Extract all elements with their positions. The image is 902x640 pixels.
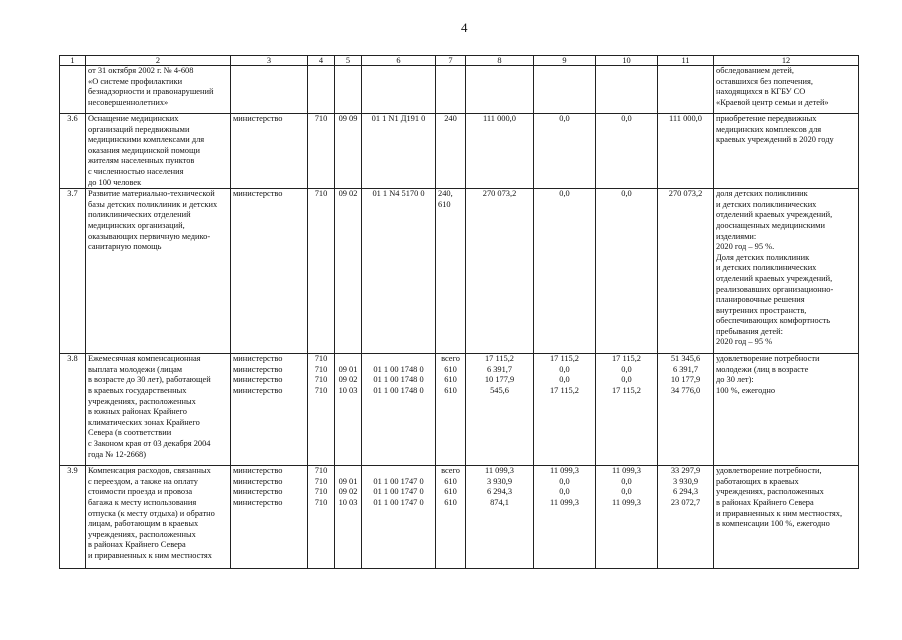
column-number-row bbox=[60, 56, 859, 66]
col-header: 4 bbox=[308, 56, 335, 66]
amount-year-3: 0,0 bbox=[596, 114, 658, 189]
col-header: 3 bbox=[231, 56, 308, 66]
measure-name: Компенсация расходов, связанных с переездом, а также на оплату стоимости проезда и провоза багажа к месту использования отпуска (к месту отдыха) и обратно лицам, работающим в краевых учреждениях, расположенных в районах Крайнего Севера и приравненных к ним местностях bbox=[86, 466, 231, 569]
measure-name: Оснащение медицинских организаций передвижными медицинскими комплексами для оказания медицинской помощи жителям населенных пунктов с численностью населения до 100 человек bbox=[86, 114, 231, 189]
amount-year-1: 11 099,3 3 930,9 6 294,3 874,1 bbox=[466, 466, 534, 569]
amount-total: 51 345,6 6 391,7 10 177,9 34 776,0 bbox=[658, 354, 714, 466]
row-number: 3.7 bbox=[60, 189, 86, 354]
grbs-code: 710 bbox=[308, 114, 335, 189]
amount-total: 33 297,9 3 930,9 6 294,3 23 072,7 bbox=[658, 466, 714, 569]
csr-code: 01 1 00 1747 0 01 1 00 1747 0 01 1 00 1747 0 bbox=[362, 466, 436, 569]
amount-year-3: 17 115,2 0,0 0,0 17 115,2 bbox=[596, 354, 658, 466]
executor: министерство министерство министерство министерство bbox=[231, 354, 308, 466]
rzpr-code: 09 02 bbox=[335, 189, 362, 354]
amount-year-1: 17 115,2 6 391,7 10 177,9 545,6 bbox=[466, 354, 534, 466]
col-header: 12 bbox=[714, 56, 859, 66]
amount-year-1: 270 073,2 bbox=[466, 189, 534, 354]
expected-result: обследованием детей, оставшихся без попечения, находящихся в КГБУ СО «Краевой центр семьи и детей» bbox=[714, 66, 859, 114]
table-row-3-8 bbox=[60, 354, 859, 466]
expected-result: удовлетворение потребности, работающих в краевых учреждениях, расположенных в районах Крайнего Севера и приравненных к ним местностях, в компенсации 100 %, ежегодно bbox=[714, 466, 859, 569]
executor: министерство министерство министерство министерство bbox=[231, 466, 308, 569]
page-number: 4 bbox=[461, 20, 468, 35]
measure-name: от 31 октября 2002 г. № 4-608 «О системе профилактики безнадзорности и правонарушений несовершеннолетних» bbox=[86, 66, 231, 114]
csr-code: 01 1 N4 5170 0 bbox=[362, 189, 436, 354]
grbs-code: 710 bbox=[308, 189, 335, 354]
expected-result: приобретение передвижных медицинских комплексов для краевых учреждений в 2020 году bbox=[714, 114, 859, 189]
col-header: 1 bbox=[60, 56, 86, 66]
row-number: 3.9 bbox=[60, 466, 86, 569]
row-number: 3.8 bbox=[60, 354, 86, 466]
amount-year-1: 111 000,0 bbox=[466, 114, 534, 189]
rzpr-code: 09 01 09 02 10 03 bbox=[335, 354, 362, 466]
expected-result: доля детских поликлиник и детских поликлинических отделений краевых учреждений, дооснащенных медицинскими изделиями: 2020 год – 95 %. Доля детских поликлиник и детских поликлинических отделений краевых учреждений, реализовавших организационно- планировочные решения внутренних пространств, обеспечивающих комфортность пребывания детей: 2020 год – 95 % bbox=[714, 189, 859, 354]
col-header: 5 bbox=[335, 56, 362, 66]
row-number: 3.6 bbox=[60, 114, 86, 189]
grbs-code: 710 710 710 710 bbox=[308, 466, 335, 569]
amount-year-3: 11 099,3 0,0 0,0 11 099,3 bbox=[596, 466, 658, 569]
amount-year-3: 0,0 bbox=[596, 189, 658, 354]
col-header: 7 bbox=[436, 56, 466, 66]
table-row-continuation bbox=[60, 66, 859, 114]
col-header: 9 bbox=[534, 56, 596, 66]
amount-year-2: 11 099,3 0,0 0,0 11 099,3 bbox=[534, 466, 596, 569]
amount-year-2: 0,0 bbox=[534, 114, 596, 189]
measure-name: Развитие материально-технической базы детских поликлиник и детских поликлинических отделений медицинских организаций, оказывающих первичную медико- санитарную помощь bbox=[86, 189, 231, 354]
csr-code: 01 1 N1 Д191 0 bbox=[362, 114, 436, 189]
amount-year-2: 0,0 bbox=[534, 189, 596, 354]
vr-code: 240 bbox=[436, 114, 466, 189]
amount-total: 270 073,2 bbox=[658, 189, 714, 354]
program-table bbox=[59, 55, 859, 569]
amount-total: 111 000,0 bbox=[658, 114, 714, 189]
vr-code: 240, 610 bbox=[436, 189, 466, 354]
measure-name: Ежемесячная компенсационная выплата молодежи (лицам в возрасте до 30 лет), работающей в краевых государственных учреждениях, расположенных в южных районах Крайнего климатических зонах Крайнего Севера (в соответствии с Законом края от 03 декабря 2004 года № 12-2668) bbox=[86, 354, 231, 466]
col-header: 6 bbox=[362, 56, 436, 66]
executor: министерство bbox=[231, 189, 308, 354]
col-header: 10 bbox=[596, 56, 658, 66]
vr-code: всего 610 610 610 bbox=[436, 354, 466, 466]
table-row-3-9 bbox=[60, 466, 859, 569]
expected-result: удовлетворение потребности молодежи (лиц в возрасте до 30 лет): 100 %, ежегодно bbox=[714, 354, 859, 466]
col-header: 2 bbox=[86, 56, 231, 66]
table-row-3-6 bbox=[60, 114, 859, 189]
grbs-code: 710 710 710 710 bbox=[308, 354, 335, 466]
executor: министерство bbox=[231, 114, 308, 189]
col-header: 11 bbox=[658, 56, 714, 66]
rzpr-code: 09 09 bbox=[335, 114, 362, 189]
col-header: 8 bbox=[466, 56, 534, 66]
csr-code: 01 1 00 1748 0 01 1 00 1748 0 01 1 00 1748 0 bbox=[362, 354, 436, 466]
amount-year-2: 17 115,2 0,0 0,0 17 115,2 bbox=[534, 354, 596, 466]
rzpr-code: 09 01 09 02 10 03 bbox=[335, 466, 362, 569]
table-row-3-7 bbox=[60, 189, 859, 354]
vr-code: всего 610 610 610 bbox=[436, 466, 466, 569]
